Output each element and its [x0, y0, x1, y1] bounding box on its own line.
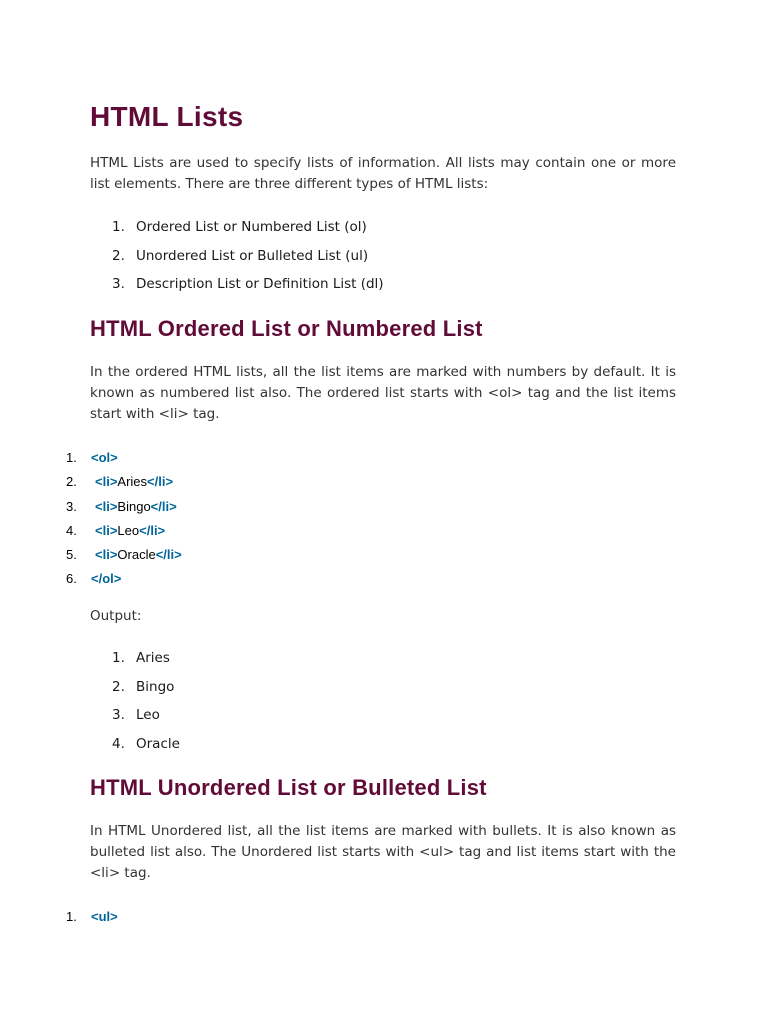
list-item-text: Unordered List or Bulleted List (ul) — [136, 247, 369, 264]
list-item — [90, 242, 384, 271]
ordered-output-list — [90, 644, 180, 758]
code-line-number: 5. — [66, 547, 77, 563]
code-line — [66, 470, 182, 494]
list-item-number: 3. — [112, 276, 125, 292]
code-line — [66, 905, 118, 929]
code-line-number: 1. — [66, 450, 77, 465]
output-label: Output: — [90, 608, 142, 624]
list-item — [90, 701, 180, 730]
code-line — [66, 519, 182, 543]
code-line — [66, 543, 182, 567]
code-open-tag: <li> — [95, 547, 118, 563]
code-line-number: 2. — [66, 474, 77, 490]
code-line-number: 4. — [66, 522, 77, 538]
code-content: Oracle — [117, 547, 156, 563]
code-close-tag: </li> — [147, 474, 174, 490]
list-item-number: 4. — [112, 735, 125, 752]
ordered-section-heading: HTML Ordered List or Numbered List — [90, 316, 483, 341]
list-types — [90, 213, 384, 299]
ordered-section-description: In the ordered HTML lists, all the list items are marked with numbers by default. It is known as numbered list also. The ordered list starts with <ol> tag and the list items start with <li> tag. — [90, 364, 676, 422]
ordered-code-example — [66, 446, 182, 592]
list-item-text: Oracle — [136, 735, 180, 752]
unordered-section-description: In HTML Unordered list, all the list items are marked with bullets. It is also known as bulleted list also. The Unordered list starts with <ul> tag and list items start with the <li> tag. — [90, 823, 676, 881]
code-content: Leo — [117, 522, 140, 538]
code-line — [66, 567, 182, 591]
unordered-code-example — [66, 905, 118, 929]
list-item — [90, 270, 384, 299]
intro-paragraph: HTML Lists are used to specify lists of information. All lists may contain one or more list elements. There are three different types of HTML lists: — [90, 155, 676, 192]
code-open-tag: </ol> — [91, 571, 122, 587]
list-item-text: Bingo — [136, 678, 175, 695]
list-item-number: 3. — [112, 707, 125, 723]
code-line-number: 3. — [66, 498, 77, 514]
page-title: HTML Lists — [90, 101, 244, 132]
code-line — [66, 495, 182, 519]
list-item — [90, 673, 180, 702]
list-item-text: Description List or Definition List (dl) — [136, 276, 384, 292]
code-open-tag: <li> — [95, 474, 118, 490]
list-item-text: Ordered List or Numbered List (ol) — [136, 219, 367, 235]
code-open-tag: <ul> — [91, 909, 118, 924]
list-item — [90, 730, 180, 759]
list-item-number: 2. — [112, 247, 125, 264]
code-content: Bingo — [117, 498, 151, 514]
code-line-number: 6. — [66, 571, 77, 587]
code-close-tag: </li> — [150, 498, 177, 514]
unordered-section-heading: HTML Unordered List or Bulleted List — [90, 775, 487, 800]
code-close-tag: </li> — [155, 547, 182, 563]
code-close-tag: </li> — [139, 522, 166, 538]
code-line-number: 1. — [66, 909, 77, 924]
code-line — [66, 446, 182, 470]
code-open-tag: <ol> — [91, 450, 118, 465]
list-item-number: 1. — [112, 650, 125, 666]
list-item-text: Leo — [136, 707, 160, 723]
list-item — [90, 644, 180, 673]
code-open-tag: <li> — [95, 522, 118, 538]
list-item-text: Aries — [136, 650, 170, 666]
code-open-tag: <li> — [95, 498, 118, 514]
list-item-number: 2. — [112, 678, 125, 695]
code-content: Aries — [117, 474, 148, 490]
list-item-number: 1. — [112, 219, 125, 235]
list-item — [90, 213, 384, 242]
